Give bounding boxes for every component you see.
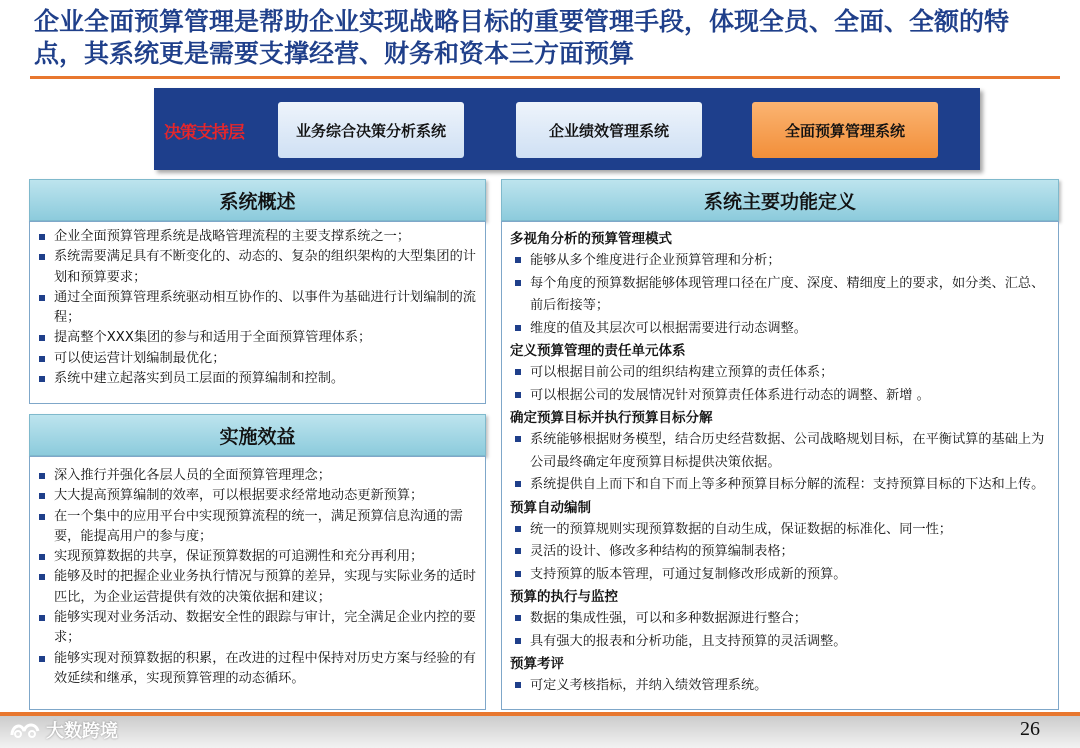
overview-item: 企业全面预算管理系统是战略管理流程的主要支撑系统之一； (34, 227, 479, 247)
brand-logo-text: 大数跨境 (46, 721, 118, 742)
overview-panel (29, 221, 486, 404)
function-item: 可以根据公司的发展情况针对预算责任体系进行动态的调整、新增 。 (510, 385, 1052, 408)
overview-item: 可以使运营计划编制最优化； (34, 349, 479, 369)
function-list (510, 608, 1052, 653)
overview-item: 系统中建立起落实到员工层面的预算编制和控制。 (34, 369, 479, 389)
benefit-item: 能够及时的把握企业业务执行情况与预算的差异，实现与实际业务的适时匹比，为企业运营提供有效的决策依据和建议； (34, 567, 479, 608)
functions-content (502, 222, 1058, 698)
title-divider (30, 76, 1060, 79)
function-section (510, 586, 1052, 653)
function-section-title: 定义预算管理的责任单元体系 (510, 343, 686, 359)
benefits-header: 实施效益 (29, 414, 486, 456)
function-item: 灵活的设计、修改多种结构的预算编制表格； (510, 541, 1052, 564)
function-item: 数据的集成性强，可以和多种数据源进行整合； (510, 608, 1052, 631)
function-section (510, 340, 1052, 407)
function-section (510, 497, 1052, 587)
function-list (510, 519, 1052, 587)
functions-header: 系统主要功能定义 (501, 179, 1059, 221)
function-list (510, 362, 1052, 407)
function-section (510, 228, 1052, 340)
benefit-item: 实现预算数据的共享，保证预算数据的可追溯性和充分再利用； (34, 547, 479, 567)
function-item: 每个角度的预算数据能够体现管理口径在广度、深度、精细度上的要求，如分类、汇总、前后衔接等； (510, 273, 1052, 318)
function-section-title: 多视角分析的预算管理模式 (510, 231, 672, 247)
benefits-list (30, 457, 485, 689)
function-section (510, 407, 1052, 497)
function-list (510, 429, 1052, 497)
footer-accent-stripe (0, 712, 1080, 716)
function-item: 可以根据目前公司的组织结构建立预算的责任体系； (510, 362, 1052, 385)
function-section-title: 预算考评 (510, 656, 564, 672)
system-box-budget: 全面预算管理系统 (752, 102, 938, 158)
overview-item: 系统需要满足具有不断变化的、动态的、复杂的组织架构的大型集团的计划和预算要求； (34, 247, 479, 288)
decision-support-layer (154, 88, 980, 170)
function-item: 能够从多个维度进行企业预算管理和分析； (510, 250, 1052, 273)
benefit-item: 在一个集中的应用平台中实现预算流程的统一，满足预算信息沟通的需要，能提高用户的参与度； (34, 507, 479, 548)
functions-panel (501, 221, 1059, 710)
function-item: 维度的值及其层次可以根据需要进行动态调整。 (510, 318, 1052, 341)
overview-item: 通过全面预算管理系统驱动相互协作的、以事件为基础进行计划编制的流程； (34, 288, 479, 329)
function-item: 支持预算的版本管理，可通过复制修改形成新的预算。 (510, 564, 1052, 587)
system-box-performance: 企业绩效管理系统 (516, 102, 702, 158)
page-title: 企业全面预算管理是帮助企业实现战略目标的重要管理手段，体现全员、全面、全额的特点，其系统更是需要支撑经营、财务和资本三方面预算 (34, 7, 1010, 68)
function-section-title: 确定预算目标并执行预算目标分解 (510, 410, 713, 426)
system-box-business-analysis: 业务综合决策分析系统 (278, 102, 464, 158)
page-number: 26 (1020, 718, 1040, 740)
brand-logo-icon (8, 719, 42, 741)
overview-item: 提高整个XXX集团的参与和适用于全面预算管理体系； (34, 328, 479, 348)
brand-logo (8, 716, 118, 744)
function-list (510, 675, 1052, 698)
function-item: 具有强大的报表和分析功能，且支持预算的灵活调整。 (510, 631, 1052, 654)
function-item: 统一的预算规则实现预算数据的自动生成，保证数据的标准化、同一性； (510, 519, 1052, 542)
function-item: 可定义考核指标，并纳入绩效管理系统。 (510, 675, 1052, 698)
overview-header: 系统概述 (29, 179, 486, 221)
function-section-title: 预算的执行与监控 (510, 589, 618, 605)
benefit-item: 大大提高预算编制的效率，可以根据要求经常地动态更新预算； (34, 486, 479, 506)
benefit-item: 能够实现对预算数据的积累，在改进的过程中保持对历史方案与经验的有效延续和继承，实现预算管理的动态循环。 (34, 649, 479, 690)
function-item: 系统能够根据财务模型，结合历史经营数据、公司战略规划目标，在平衡试算的基础上为公司最终确定年度预算目标提供决策依据。 (510, 429, 1052, 474)
benefit-item: 深入推行并强化各层人员的全面预算管理理念； (34, 466, 479, 486)
decision-layer-label: 决策支持层 (164, 123, 244, 143)
function-section-title: 预算自动编制 (510, 499, 591, 516)
benefits-panel (29, 456, 486, 710)
overview-list (30, 222, 485, 389)
function-section (510, 653, 1052, 698)
function-item: 系统提供自上而下和自下而上等多种预算目标分解的流程：支持预算目标的下达和上传。 (510, 474, 1052, 497)
benefit-item: 能够实现对业务活动、数据安全性的跟踪与审计，完全满足企业内控的要求； (34, 608, 479, 649)
footer-bar (0, 712, 1080, 748)
function-list (510, 250, 1052, 340)
